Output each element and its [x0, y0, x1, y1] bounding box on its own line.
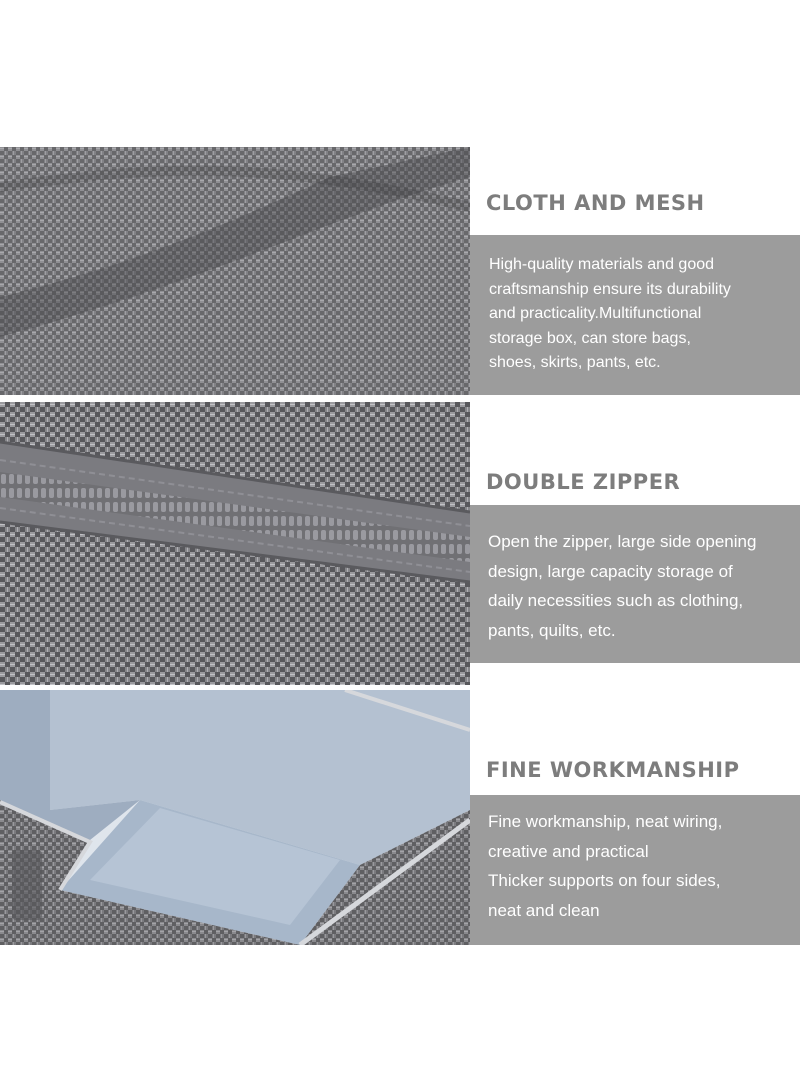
section-heading-zipper: DOUBLE ZIPPER [486, 470, 681, 494]
description-line: craftsmanship ensure its durability [489, 280, 731, 298]
description-line: High-quality materials and good [489, 256, 715, 273]
description-panel-cloth [470, 235, 800, 395]
description-line: Open the zipper, large side opening [488, 532, 757, 551]
zipper-photo [0, 402, 470, 685]
box-interior-photo [0, 690, 470, 945]
description-panel-workmanship [470, 795, 800, 945]
description-line: Fine workmanship, neat wiring, [488, 812, 723, 831]
description-line: shoes, skirts, pants, etc. [489, 354, 661, 371]
linen-fabric-photo [0, 147, 470, 395]
description-line: Thicker supports on four sides, [488, 871, 721, 891]
description-line: design, large capacity storage of [488, 561, 733, 581]
section-heading-cloth: CLOTH AND MESH [486, 191, 705, 215]
description-line: and practicality.Multifunctional [489, 305, 702, 322]
description-line: daily necessities such as clothing, [488, 591, 744, 611]
description-line: creative and practical [488, 841, 649, 861]
section-heading-workmanship: FINE WORKMANSHIP [486, 758, 740, 782]
description-line: pants, quilts, etc. [488, 621, 616, 641]
description-line: neat and clean [488, 901, 600, 921]
description-panel-zipper [470, 505, 800, 663]
description-line: storage box, can store bags, [489, 329, 691, 347]
